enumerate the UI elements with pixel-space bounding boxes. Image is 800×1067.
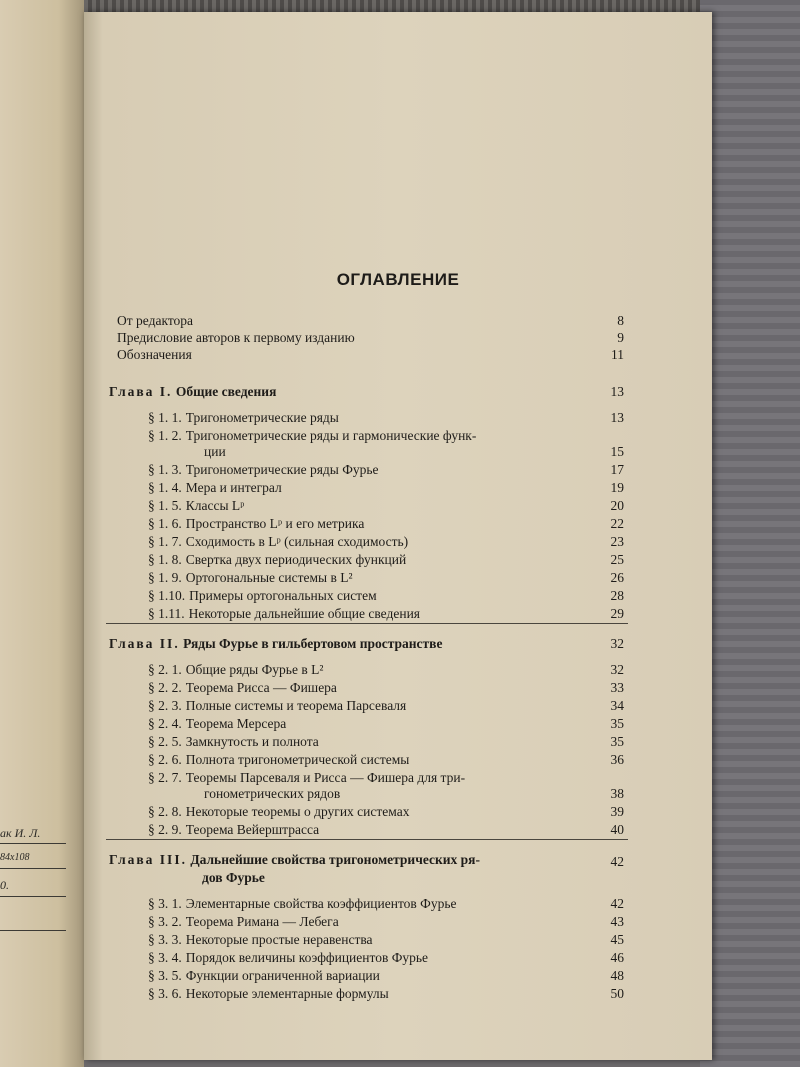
toc-entry <box>84 931 712 949</box>
section-number: § 1. 9. <box>148 570 182 585</box>
toc-entry <box>84 895 712 913</box>
background-fabric <box>700 0 800 1067</box>
toc-entry <box>84 697 712 715</box>
section-title: Теорема Рисса — Фишера <box>185 680 337 695</box>
toc-entry <box>84 715 712 733</box>
section-number: § 2. 5. <box>148 734 182 749</box>
page-number: 33 <box>610 680 624 695</box>
chapter-name-continuation: дов Фурье <box>202 870 265 885</box>
section-number: § 1. 6. <box>148 516 182 531</box>
page-number: 36 <box>610 752 624 767</box>
page-number: 11 <box>611 347 624 362</box>
page-number: 9 <box>617 330 624 345</box>
section-number: § 2. 3. <box>148 698 182 713</box>
page-number: 17 <box>610 462 624 477</box>
section-number: § 3. 2. <box>148 914 182 929</box>
page-number: 34 <box>610 698 624 713</box>
page-number: 39 <box>610 804 624 819</box>
separator-rule <box>106 839 628 840</box>
section-title: Сходимость в Lᵖ (сильная сходимость) <box>185 534 409 549</box>
chapter-title <box>109 851 480 869</box>
section-title: Замкнутость и полнота <box>185 734 319 749</box>
section-number: § 2. 1. <box>148 662 182 677</box>
left-page-rule <box>0 896 66 897</box>
page-number: 19 <box>610 480 624 495</box>
toc-entry <box>84 661 712 679</box>
left-page-fragment: 84x108 <box>0 852 30 863</box>
entry-title <box>148 461 379 479</box>
chapter-label: Глава III. <box>109 852 187 867</box>
toc-entry <box>84 515 712 533</box>
book-page <box>84 12 712 1060</box>
page-number: 45 <box>610 932 624 947</box>
section-number: § 3. 4. <box>148 950 182 965</box>
section-title: Тригонометрические ряды и гармонические функ- <box>185 428 477 443</box>
page-number: 35 <box>610 734 624 749</box>
entry-title <box>148 895 457 913</box>
page-number: 35 <box>610 716 624 731</box>
separator-rule <box>106 623 628 624</box>
chapter-name: Ряды Фурье в гильбертовом пространстве <box>183 636 443 651</box>
chapter-heading <box>84 635 712 653</box>
page-number: 32 <box>610 662 624 677</box>
section-number: § 1. 7. <box>148 534 182 549</box>
page-number: 42 <box>610 854 624 869</box>
chapter-label: Глава I. <box>109 384 173 399</box>
toc-entry <box>84 533 712 551</box>
entry-title <box>148 931 373 949</box>
toc-entry-continuation <box>84 785 712 803</box>
entry-title <box>148 803 409 821</box>
section-number: § 2. 7. <box>148 770 182 785</box>
page-number: 42 <box>610 896 624 911</box>
entry-title <box>148 967 380 985</box>
entry-title <box>148 913 339 931</box>
section-number: § 3. 3. <box>148 932 182 947</box>
section-title: Порядок величины коэффициентов Фурье <box>185 950 429 965</box>
entry-title <box>148 605 420 623</box>
section-number: § 1. 4. <box>148 480 182 495</box>
toc-entry <box>84 803 712 821</box>
section-number: § 1. 1. <box>148 410 182 425</box>
page-number: 29 <box>610 606 624 621</box>
section-number: § 2. 8. <box>148 804 182 819</box>
toc-entry <box>84 587 712 605</box>
chapter-heading <box>84 383 712 401</box>
page-number: 8 <box>617 313 624 328</box>
section-title: Пространство Lᵖ и его метрика <box>185 516 365 531</box>
toc-entry <box>84 329 712 347</box>
toc-entry <box>84 985 712 1003</box>
section-number: § 1. 3. <box>148 462 182 477</box>
section-number: § 2. 9. <box>148 822 182 837</box>
page-number: 26 <box>610 570 624 585</box>
entry-title: От редактора <box>117 313 194 328</box>
entry-title <box>148 697 406 715</box>
page-number: 23 <box>610 534 624 549</box>
left-page-rule <box>0 868 66 869</box>
chapter-label: Глава II. <box>109 636 180 651</box>
toc-entry <box>84 949 712 967</box>
section-title: Тригонометрические ряды <box>185 410 339 425</box>
section-title: Некоторые простые неравенства <box>185 932 373 947</box>
section-number: § 1.10. <box>148 588 186 603</box>
section-title: Некоторые элементарные формулы <box>185 986 389 1001</box>
entry-title <box>148 751 409 769</box>
section-title: Мера и интеграл <box>185 480 282 495</box>
entry-title <box>148 479 282 497</box>
left-page-rule <box>0 930 66 931</box>
page-number: 38 <box>610 786 624 801</box>
toc-entry <box>84 497 712 515</box>
toc-entry <box>84 461 712 479</box>
page-number: 13 <box>610 410 624 425</box>
section-number: § 2. 4. <box>148 716 182 731</box>
entry-title <box>148 409 339 427</box>
section-title: Некоторые теоремы о других системах <box>185 804 410 819</box>
entry-title <box>148 733 319 751</box>
toc-entry <box>84 751 712 769</box>
page-number: 32 <box>610 636 624 651</box>
toc-entry <box>84 551 712 569</box>
toc-entry <box>84 605 712 623</box>
page-number: 50 <box>610 986 624 1001</box>
section-title: Функции ограниченной вариации <box>185 968 380 983</box>
toc-entry <box>84 733 712 751</box>
section-number: § 1. 5. <box>148 498 182 513</box>
chapter-title <box>109 383 276 401</box>
left-page-fragment: ак И. Л. <box>0 826 41 840</box>
page-number: 40 <box>610 822 624 837</box>
section-number: § 2. 6. <box>148 752 182 767</box>
section-title-continuation: гонометрических рядов <box>204 786 341 801</box>
section-title: Классы Lᵖ <box>185 498 245 513</box>
entry-title <box>148 569 353 587</box>
left-page-edge <box>0 0 84 1067</box>
section-title: Ортогональные системы в L² <box>185 570 353 585</box>
entry-title <box>148 551 406 569</box>
page-number: 28 <box>610 588 624 603</box>
entry-title <box>148 661 323 679</box>
chapter-name: Дальнейшие свойства тригонометрических ря- <box>190 852 480 867</box>
entry-title <box>148 715 286 733</box>
toc-entry <box>84 312 712 330</box>
section-title: Полнота тригонометрической системы <box>185 752 410 767</box>
section-number: § 1. 2. <box>148 428 182 443</box>
section-number: § 2. 2. <box>148 680 182 695</box>
section-title: Примеры ортогональных систем <box>189 588 377 603</box>
page-title: ОГЛАВЛЕНИЕ <box>336 270 460 289</box>
section-number: § 1.11. <box>148 606 185 621</box>
section-title: Теоремы Парсеваля и Рисса — Фишера для три- <box>185 770 466 785</box>
entry-title <box>148 533 408 551</box>
entry-title <box>148 985 389 1003</box>
section-number: § 1. 8. <box>148 552 182 567</box>
page-number: 22 <box>610 516 624 531</box>
toc-entry <box>84 821 712 839</box>
page-number: 25 <box>610 552 624 567</box>
section-title: Свертка двух периодических функций <box>185 552 407 567</box>
entry-title <box>148 497 244 515</box>
section-title: Общие ряды Фурье в L² <box>185 662 324 677</box>
section-number: § 3. 1. <box>148 896 182 911</box>
page-number: 43 <box>610 914 624 929</box>
toc-entry <box>84 913 712 931</box>
page-number: 46 <box>610 950 624 965</box>
toc-entry <box>84 409 712 427</box>
toc-entry <box>84 967 712 985</box>
section-title: Теорема Мерсера <box>185 716 287 731</box>
section-title-continuation: ции <box>204 444 226 459</box>
chapter-title <box>109 635 442 653</box>
section-number: § 3. 6. <box>148 986 182 1001</box>
entry-title <box>148 679 337 697</box>
section-title: Теорема Вейерштрасса <box>185 822 320 837</box>
toc-entry <box>84 569 712 587</box>
toc-entry <box>84 479 712 497</box>
entry-title <box>148 821 319 839</box>
section-title: Элементарные свойства коэффициентов Фурье <box>185 896 457 911</box>
section-title: Некоторые дальнейшие общие сведения <box>188 606 420 621</box>
entry-title: Предисловие авторов к первому изданию <box>117 330 355 345</box>
toc-entry <box>84 346 712 364</box>
entry-title <box>148 949 428 967</box>
left-page-rule <box>0 843 66 844</box>
toc-entry-continuation <box>84 443 712 461</box>
section-number: § 3. 5. <box>148 968 182 983</box>
section-title: Теорема Римана — Лебега <box>185 914 339 929</box>
section-title: Полные системы и теорема Парсеваля <box>185 698 407 713</box>
page-number: 13 <box>610 384 624 399</box>
chapter-name: Общие сведения <box>175 384 277 399</box>
entry-title <box>148 515 364 533</box>
page-number: 48 <box>610 968 624 983</box>
entry-title: Обозначения <box>117 347 192 362</box>
page-number: 20 <box>610 498 624 513</box>
page-number: 15 <box>610 444 624 459</box>
left-page-fragment: 0. <box>0 878 9 892</box>
toc-entry <box>84 679 712 697</box>
section-title: Тригонометрические ряды Фурье <box>185 462 379 477</box>
entry-title <box>148 587 377 605</box>
